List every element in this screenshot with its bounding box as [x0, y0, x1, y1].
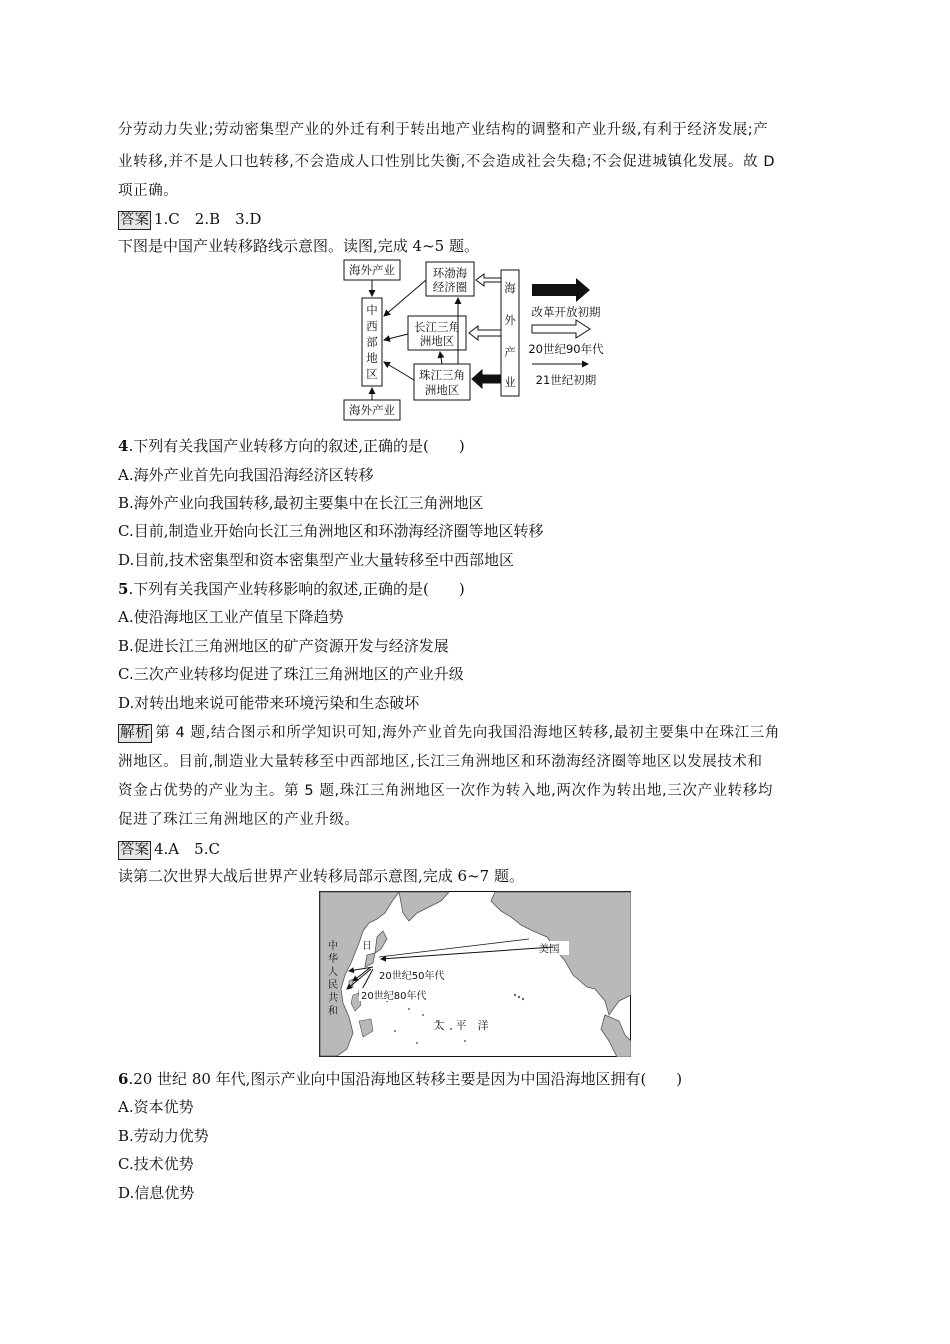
china-char: 民: [328, 980, 338, 991]
arrow-line: [440, 352, 442, 364]
question-5-stem: [118, 579, 465, 599]
question-text: .下列有关我国产业转移方向的叙述,正确的是( ): [128, 437, 465, 455]
question-number: 5: [118, 580, 129, 598]
option: A.使沿海地区工业产值呈下降趋势: [118, 608, 344, 626]
period-label-1950s: 20世纪50年代: [379, 971, 445, 982]
central-west-char: 部: [366, 335, 378, 349]
answer-tag: 答案: [120, 842, 149, 858]
answer-text: 4.A 5.C: [154, 840, 220, 858]
option: C.技术优势: [118, 1155, 194, 1173]
china-char: 中: [328, 941, 338, 952]
answer-row: [118, 209, 261, 230]
japan-label: 日: [362, 941, 372, 952]
overseas-right-char: 业: [504, 375, 516, 389]
option: A.资本优势: [118, 1098, 194, 1116]
pacific-ocean-label: 太 平 洋: [433, 1019, 489, 1032]
legend-solid-arrow: [532, 278, 590, 302]
intro-text: 下图是中国产业转移路线示意图。读图,完成 4~5 题。: [118, 237, 479, 255]
legend-label-1990s: 20世纪90年代: [528, 342, 604, 356]
explanation-line: 业转移,并不是人口也转移,不会造成人口性别比失衡,不会造成社会失稳;不会促进城镇化发展。故 D: [118, 154, 776, 170]
central-west-char: 中: [366, 303, 378, 317]
option: D.信息优势: [118, 1184, 195, 1202]
question-number: 4: [118, 437, 129, 455]
bohai-label: 经济圈: [432, 280, 468, 294]
legend-label-2000s: 21世纪初期: [535, 373, 597, 387]
solid-arrow: [472, 370, 501, 388]
question-4-stem: [118, 436, 465, 456]
china-char: 和: [328, 1006, 338, 1017]
option: B.劳动力优势: [118, 1127, 209, 1145]
option: B.海外产业向我国转移,最初主要集中在长江三角洲地区: [118, 494, 484, 512]
overseas-right-char: 海: [504, 281, 516, 295]
question-text: .20 世纪 80 年代,图示产业向中国沿海地区转移主要是因为中国沿海地区拥有( ): [128, 1070, 683, 1088]
answer-tag: 答案: [120, 212, 149, 228]
answer-text: 1.C 2.B 3.D: [154, 210, 262, 228]
legend-label-reform: 改革开放初期: [531, 305, 601, 319]
explanation-line: 项正确。: [118, 183, 179, 199]
hollow-arrow: [476, 274, 501, 286]
analysis-line: 资金占优势的产业为主。第 5 题,珠江三角洲地区一次作为转入地,两次作为转出地,三次产业转移均: [118, 783, 773, 799]
question-number: 6: [118, 1070, 129, 1088]
overseas-right-char: 外: [504, 313, 516, 327]
intro-text: 读第二次世界大战后世界产业转移局部示意图,完成 6~7 题。: [118, 867, 524, 885]
china-char: 共: [328, 993, 338, 1004]
question-6-stem: [118, 1069, 682, 1089]
world-industry-transfer-map: [319, 891, 631, 1057]
option: C.目前,制造业开始向长江三角洲地区和环渤海经济圈等地区转移: [118, 522, 544, 540]
analysis-text: 第 4 题,结合图示和所学知识可知,海外产业首先向我国沿海地区转移,最初主要集中在珠江三角: [155, 725, 780, 741]
overseas-right-char: 产: [504, 345, 516, 359]
overseas-label-top-left: 海外产业: [349, 263, 395, 277]
central-west-char: 区: [366, 367, 378, 381]
option: B.促进长江三角洲地区的矿产资源开发与经济发展: [118, 637, 449, 655]
china-char: 华: [328, 954, 338, 965]
hollow-arrow: [469, 326, 501, 340]
industry-transfer-diagram: [340, 258, 612, 422]
option: A.海外产业首先向我国沿海经济区转移: [118, 466, 374, 484]
yangtze-label: 洲地区: [419, 334, 455, 348]
overseas-label-bottom-left: 海外产业: [349, 403, 395, 417]
option: D.目前,技术密集型和资本密集型产业大量转移至中西部地区: [118, 551, 515, 569]
pearl-label: 洲地区: [424, 383, 460, 397]
option: D.对转出地来说可能带来环境污染和生态破坏: [118, 694, 420, 712]
central-west-char: 地: [366, 351, 378, 365]
analysis-tag: 解析: [120, 725, 151, 741]
bohai-label: 环渤海: [432, 266, 468, 280]
legend-hollow-arrow: [532, 320, 590, 338]
period-label-1980s: 20世纪80年代: [361, 991, 427, 1002]
answer-row: [118, 839, 220, 860]
yangtze-label: 长江三角: [414, 320, 460, 334]
analysis-line: 洲地区。目前,制造业大量转移至中西部地区,长江三角洲地区和环渤海经济圈等地区以发展技术和: [118, 754, 763, 770]
usa-label: 美国: [538, 943, 560, 955]
arrow-line: [384, 280, 426, 316]
pearl-label: 珠江三角: [419, 368, 465, 382]
question-text: .下列有关我国产业转移影响的叙述,正确的是( ): [128, 580, 465, 598]
option: C.三次产业转移均促进了珠江三角洲地区的产业升级: [118, 665, 464, 683]
arrow-line: [384, 334, 408, 340]
analysis-line: 促进了珠江三角洲地区的产业升级。: [118, 812, 360, 828]
arrow-line: [384, 362, 414, 380]
analysis-row: [118, 723, 780, 743]
china-char: 人: [328, 967, 338, 978]
explanation-line: 分劳动力失业;劳动密集型产业的外迁有利于转出地产业结构的调整和产业升级,有利于经济发展;产: [118, 122, 769, 138]
central-west-char: 西: [366, 319, 378, 333]
